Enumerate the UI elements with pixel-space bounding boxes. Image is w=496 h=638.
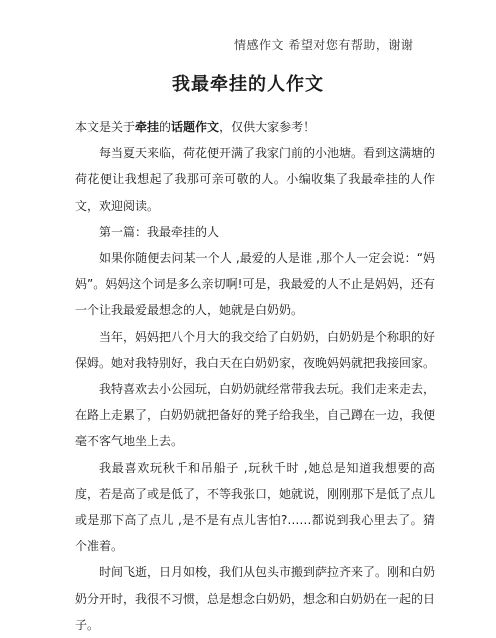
intro-keyword-1: 牵挂 — [135, 120, 160, 134]
section-paragraph: 我特喜欢去小公园玩，白奶奶就经常带我去玩。我们走来走去，在路上走累了，白奶奶就把备好的凳子给我坐，自己蹲在一边，我便毫不客气地坐上去。 — [75, 382, 436, 449]
intro-suffix: ，仅供大家参考！ — [219, 120, 316, 134]
intro-line — [75, 114, 435, 140]
section-heading: 第一篇：我最牵挂的人 — [99, 224, 220, 239]
intro-prefix: 本文是关于 — [75, 120, 136, 134]
section-paragraph: 当年，妈妈把八个月大的我交给了白奶奶，白奶奶是个称职的好保姆。她对我特别好，我白天在白奶奶家，夜晚妈妈就把我接回家。 — [75, 329, 436, 370]
intro-middle: 的 — [159, 120, 172, 134]
paragraph: 每当夏天来临，荷花便开满了我家门前的小池塘。看到这满塘的荷花便让我想起了我那可亲可敬的人。小编收集了我最牵挂的人作文，欢迎阅读。 — [75, 146, 436, 213]
document-body — [75, 114, 435, 638]
header-note: 情感作文 希望对您有帮助，谢谢 — [234, 38, 414, 52]
section-paragraph: 我最喜欢玩秋千和吊船子 ,玩秋千时 ,她总是知道我想要的高度，若是高了或是低了，不等我张口，她就说，刚刚那下是低了点儿或是那下高了点儿 ,是不是有点儿害怕?……都说到我心里去了。猜个准着。 — [75, 460, 436, 554]
section-paragraph: 如果你随便去问某一个人 ,最爱的人是谁 ,那个人一定会说：“妈妈”。妈妈这个词是多么亲切啊!可是，我最爱的人不止是妈妈，还有一个让我最爱最想念的人，她就是白奶奶。 — [75, 251, 435, 318]
document-title: 我最牵挂的人作文 — [172, 74, 324, 95]
section-paragraph: 时间飞逝，日月如梭，我们从包头市搬到萨拉齐来了。刚和白奶奶分开时，我很不习惯，总是想念白奶奶，想念和白奶奶在一起的日子。 — [75, 565, 436, 632]
intro-keyword-2: 话题作文 — [171, 120, 220, 134]
